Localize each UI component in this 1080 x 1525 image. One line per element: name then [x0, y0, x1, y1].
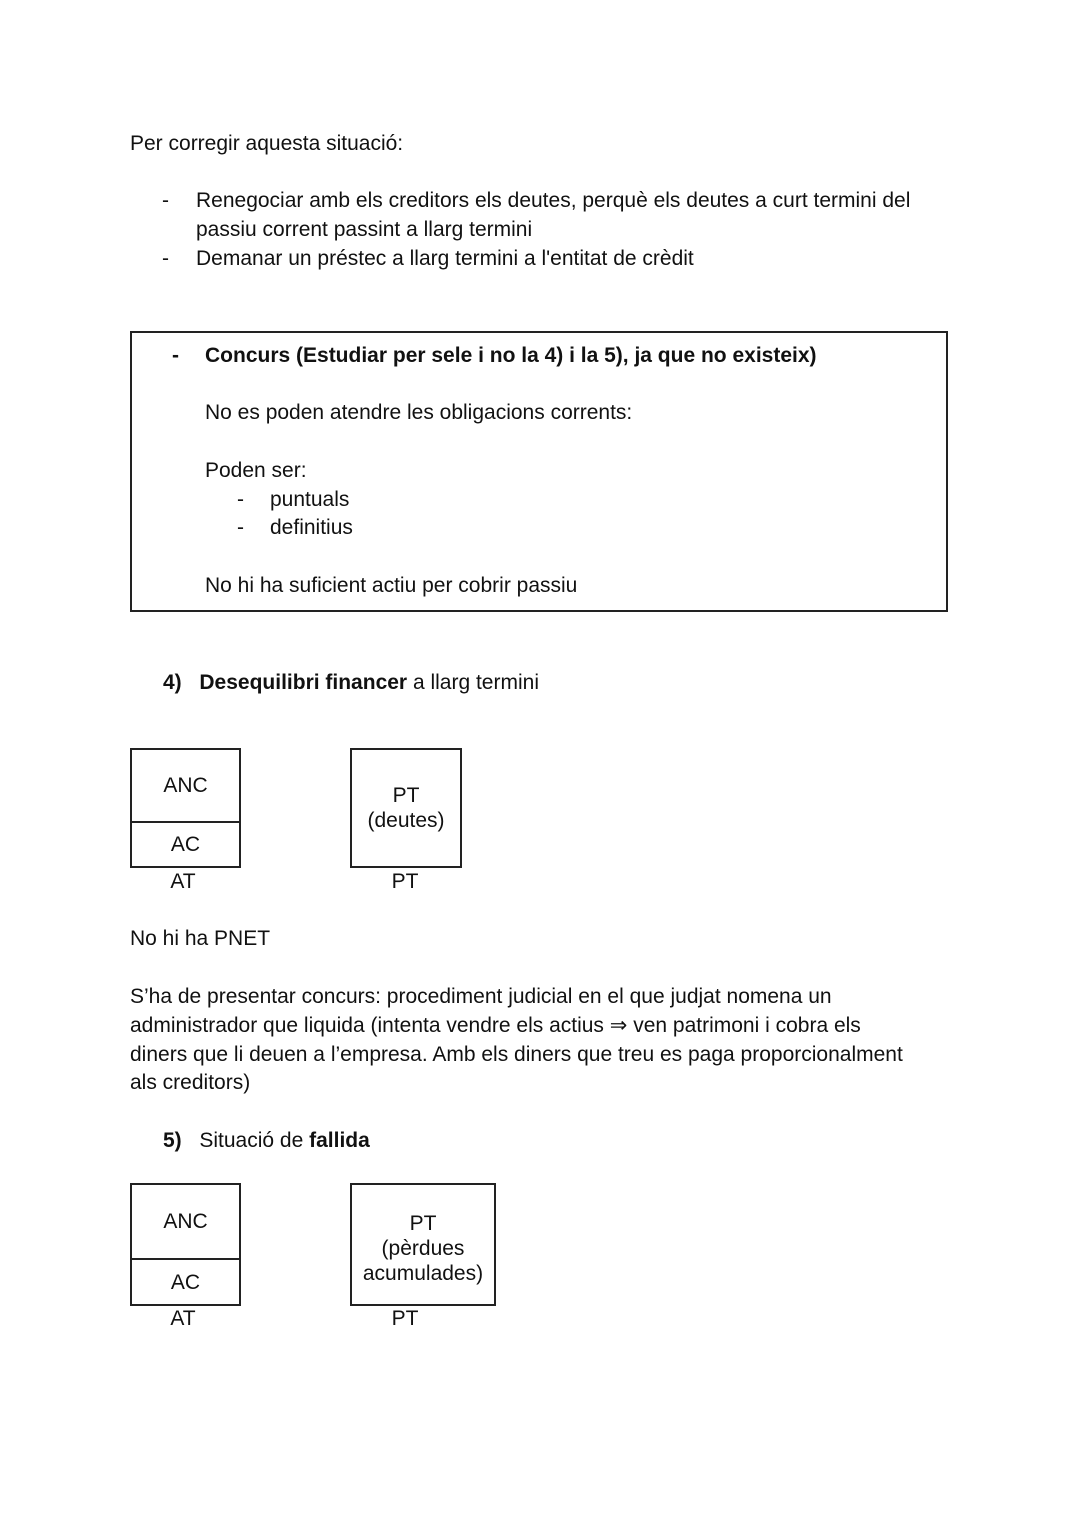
concurs-heading: Concurs (Estudiar per sele i no la 4) i la 5), ja que no existeix) [205, 344, 817, 367]
asset-non-current: ANC [163, 774, 208, 797]
liabilities-box [350, 748, 462, 868]
section-title-prefix: Situació de [199, 1129, 310, 1152]
paragraph-line: S’ha de presentar concurs: procediment judicial en el que judjat nomena un [130, 985, 832, 1008]
section-number: 4) [163, 671, 182, 694]
asset-non-current: ANC [163, 1210, 208, 1233]
section-title-bold: fallida [309, 1129, 370, 1152]
liabilities-line-1: PT [409, 1212, 437, 1235]
liabilities-total-label: PT [391, 1307, 419, 1330]
bullet-2-line-1: Demanar un préstec a llarg termini a l'entitat de crèdit [196, 247, 694, 270]
liabilities-line-2: (deutes) [367, 809, 445, 832]
bullet-1-line-1: Renegociar amb els creditors els deutes, perquè els deutes a curt termini del [196, 189, 911, 212]
asset-current: AC [170, 1270, 201, 1294]
bullet-1-line-2: passiu corrent passint a llarg termini [196, 218, 533, 241]
paragraph-line: administrador que liquida (intenta vendre els actius ⇒ ven patrimoni i cobra els [130, 1014, 861, 1037]
no-pnet-text: No hi ha PNET [130, 927, 271, 950]
section-number: 5) [163, 1129, 182, 1152]
liabilities-box [350, 1183, 496, 1306]
assets-box [130, 1183, 241, 1306]
section-title-bold: Desequilibri financer [199, 671, 408, 694]
assets-total-label: AT [170, 1307, 196, 1330]
subitem-puntuals: puntuals [270, 488, 350, 511]
concurs-line-1: No es poden atendre les obligacions corrents: [205, 401, 633, 424]
paragraph-line: diners que li deuen a l’empresa. Amb els diners que treu es paga proporcionalment [130, 1043, 903, 1066]
assets-box [130, 748, 241, 868]
liabilities-content [352, 750, 460, 866]
subitem-dash: - [237, 516, 244, 539]
concurs-line-3: No hi ha suficient actiu per cobrir passiu [205, 574, 578, 597]
bullet-dash: - [162, 247, 169, 270]
liabilities-line-2: (pèrdues [381, 1237, 465, 1260]
liabilities-content [352, 1193, 494, 1304]
assets-total-label: AT [170, 870, 196, 893]
bullet-dash: - [162, 189, 169, 212]
subitem-dash: - [237, 488, 244, 511]
paragraph-line: als creditors) [130, 1071, 251, 1094]
liabilities-line-1: PT [392, 784, 420, 807]
section-title-rest: a llarg termini [407, 671, 539, 694]
section-4-heading [163, 668, 539, 697]
asset-current: AC [170, 833, 201, 856]
concurs-dash: - [172, 344, 179, 367]
liabilities-total-label: PT [391, 870, 419, 893]
intro-text: Per corregir aquesta situació: [130, 132, 404, 155]
liabilities-line-3: acumulades) [362, 1262, 484, 1285]
section-5-heading [163, 1126, 370, 1155]
subitem-definitius: definitius [270, 516, 353, 539]
concurs-line-2: Poden ser: [205, 459, 307, 482]
